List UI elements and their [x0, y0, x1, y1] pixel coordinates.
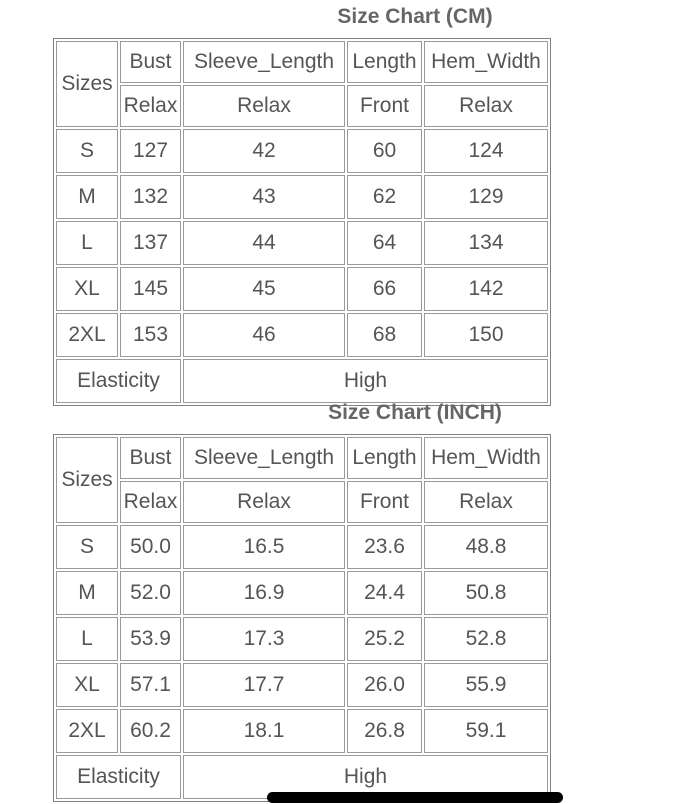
table-row — [56, 571, 548, 615]
bust-cell: 57.1 — [120, 663, 181, 707]
sleeve-length-cell: 18.1 — [183, 709, 345, 753]
sleeve-length-subheader: Relax — [183, 481, 345, 523]
hem-width-cell: 55.9 — [424, 663, 548, 707]
table-row — [56, 525, 548, 569]
bust-cell: 127 — [120, 129, 181, 173]
hem-width-subheader: Relax — [424, 481, 548, 523]
sleeve-length-header: Sleeve_Length — [183, 41, 345, 83]
length-cell: 60 — [347, 129, 422, 173]
sleeve-length-header: Sleeve_Length — [183, 437, 345, 479]
elasticity-value: High — [183, 755, 548, 799]
bust-subheader: Relax — [120, 481, 181, 523]
hem-width-cell: 129 — [424, 175, 548, 219]
length-subheader: Front — [347, 481, 422, 523]
sleeve-length-cell: 16.5 — [183, 525, 345, 569]
bust-cell: 60.2 — [120, 709, 181, 753]
size-chart-cm-table — [53, 38, 551, 406]
hem-width-cell: 142 — [424, 267, 548, 311]
sizes-header: Sizes — [56, 437, 118, 523]
size-cell: L — [56, 617, 118, 661]
sleeve-length-cell: 43 — [183, 175, 345, 219]
header-row — [56, 41, 548, 83]
hem-width-cell: 48.8 — [424, 525, 548, 569]
sleeve-length-subheader: Relax — [183, 85, 345, 127]
elasticity-label: Elasticity — [56, 359, 181, 403]
sleeve-length-cell: 17.3 — [183, 617, 345, 661]
length-cell: 26.0 — [347, 663, 422, 707]
size-cell: M — [56, 571, 118, 615]
bust-cell: 153 — [120, 313, 181, 357]
sleeve-length-cell: 46 — [183, 313, 345, 357]
bust-cell: 50.0 — [120, 525, 181, 569]
bust-cell: 145 — [120, 267, 181, 311]
hem-width-subheader: Relax — [424, 85, 548, 127]
length-subheader: Front — [347, 85, 422, 127]
sleeve-length-cell: 16.9 — [183, 571, 345, 615]
length-cell: 64 — [347, 221, 422, 265]
table-row — [56, 617, 548, 661]
length-cell: 68 — [347, 313, 422, 357]
hem-width-cell: 59.1 — [424, 709, 548, 753]
sleeve-length-cell: 42 — [183, 129, 345, 173]
length-header: Length — [347, 41, 422, 83]
table-row — [56, 221, 548, 265]
header-row — [56, 437, 548, 479]
length-header: Length — [347, 437, 422, 479]
size-cell: 2XL — [56, 709, 118, 753]
length-cell: 62 — [347, 175, 422, 219]
size-cell: S — [56, 525, 118, 569]
sizes-header: Sizes — [56, 41, 118, 127]
bust-cell: 137 — [120, 221, 181, 265]
size-chart-inch-table — [53, 434, 551, 802]
size-cell: XL — [56, 663, 118, 707]
bust-cell: 132 — [120, 175, 181, 219]
size-cell: S — [56, 129, 118, 173]
length-cell: 24.4 — [347, 571, 422, 615]
size-chart-cm-title: Size Chart (CM) — [337, 5, 493, 28]
table-row — [56, 175, 548, 219]
bust-cell: 53.9 — [120, 617, 181, 661]
size-cell: XL — [56, 267, 118, 311]
home-indicator[interactable] — [267, 792, 563, 803]
table-row — [56, 129, 548, 173]
table-row — [56, 709, 548, 753]
size-cell: 2XL — [56, 313, 118, 357]
sleeve-length-cell: 44 — [183, 221, 345, 265]
table-row — [56, 313, 548, 357]
bust-header: Bust — [120, 437, 181, 479]
bust-header: Bust — [120, 41, 181, 83]
bust-subheader: Relax — [120, 85, 181, 127]
elasticity-value: High — [183, 359, 548, 403]
subheader-row — [56, 481, 548, 523]
table-row — [56, 663, 548, 707]
length-cell: 25.2 — [347, 617, 422, 661]
sleeve-length-cell: 45 — [183, 267, 345, 311]
bust-cell: 52.0 — [120, 571, 181, 615]
size-cell: L — [56, 221, 118, 265]
size-cell: M — [56, 175, 118, 219]
sleeve-length-cell: 17.7 — [183, 663, 345, 707]
elasticity-row — [56, 359, 548, 403]
hem-width-header: Hem_Width — [424, 41, 548, 83]
hem-width-cell: 52.8 — [424, 617, 548, 661]
hem-width-cell: 124 — [424, 129, 548, 173]
subheader-row — [56, 85, 548, 127]
length-cell: 26.8 — [347, 709, 422, 753]
hem-width-cell: 50.8 — [424, 571, 548, 615]
size-chart-inch-title: Size Chart (INCH) — [328, 401, 502, 424]
hem-width-cell: 150 — [424, 313, 548, 357]
hem-width-cell: 134 — [424, 221, 548, 265]
hem-width-header: Hem_Width — [424, 437, 548, 479]
elasticity-label: Elasticity — [56, 755, 181, 799]
table-row — [56, 267, 548, 311]
length-cell: 66 — [347, 267, 422, 311]
length-cell: 23.6 — [347, 525, 422, 569]
